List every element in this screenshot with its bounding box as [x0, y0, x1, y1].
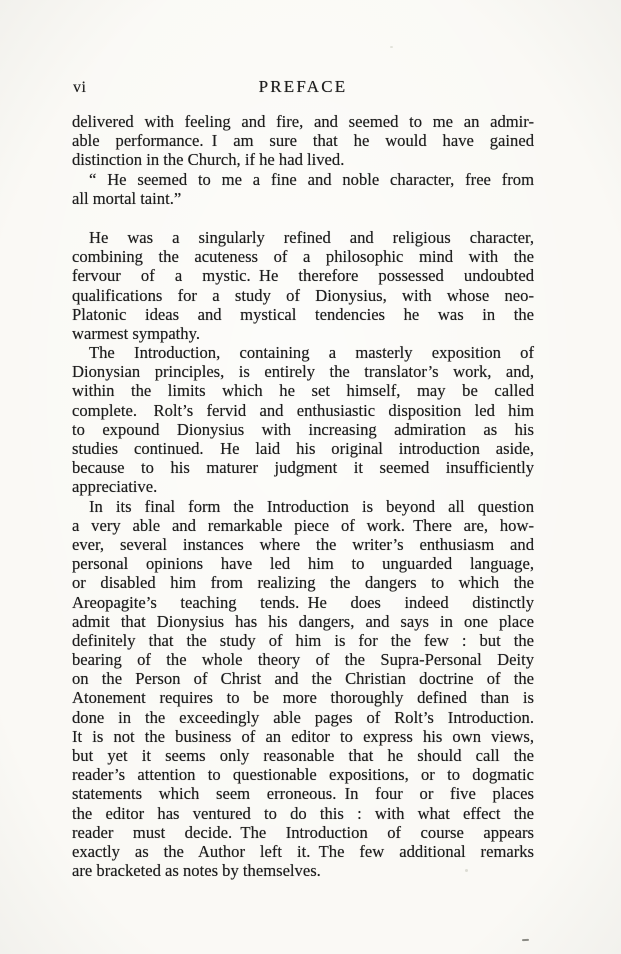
- text-line: statements which seem erroneous. In four or five places: [72, 784, 534, 804]
- text-line: appreciative.: [72, 477, 158, 497]
- text-line: It is not the business of an editor to express his own views,: [72, 726, 534, 746]
- text-line: to expound Dionysius with increasing admiration as his: [72, 419, 534, 439]
- text-line: within the limits which he set himself, may be called: [72, 381, 534, 401]
- text-line: admit that Dionysius has his dangers, and says in one place: [72, 611, 534, 631]
- scan-speck: [390, 46, 393, 48]
- text-line: studies continued. He laid his original introduction aside,: [72, 439, 534, 458]
- text-line: because to his maturer judgment it seemed insufficiently: [72, 458, 534, 478]
- text-line: but yet it seems only reasonable that he should call the: [72, 746, 534, 765]
- text-line: are bracketed as notes by themselves.: [72, 861, 321, 881]
- text-line: able performance. I am sure that he would have gained: [72, 131, 534, 151]
- page-number: vi: [73, 79, 87, 96]
- running-title: PREFACE: [258, 77, 348, 96]
- text-line: Platonic ideas and mystical tendencies he was in the: [72, 304, 534, 324]
- text-line: reader must decide. The Introduction of course appears: [72, 822, 534, 842]
- text-line: warmest sympathy.: [72, 323, 200, 343]
- text-line: distinction in the Church, if he had lived.: [72, 150, 345, 170]
- text-line: all mortal taint.”: [72, 188, 182, 208]
- text-line: Areopagite’s teaching tends. He does indeed distinctly: [72, 592, 534, 612]
- text-line: Dionysian principles, is entirely the translator’s work, and,: [72, 362, 534, 382]
- text-line: a very able and remarkable piece of work. There are, how-: [72, 515, 534, 535]
- text-line: bearing of the whole theory of the Supra-Personal Deity: [72, 650, 534, 670]
- text-line: He was a singularly refined and religious character,: [89, 227, 534, 247]
- text-line: on the Person of Christ and the Christian doctrine of the: [72, 669, 534, 689]
- text-line: done in the exceedingly able pages of Rolt’s Introduction.: [72, 707, 534, 727]
- text-line: Atonement requires to be more thoroughly defined than is: [72, 688, 534, 708]
- text-line: personal opinions have led him to unguarded language,: [72, 554, 534, 574]
- scan-speck: [465, 869, 468, 872]
- text-line: The Introduction, containing a masterly exposition of: [89, 343, 534, 363]
- text-line: ever, several instances where the writer’s enthusiasm and: [72, 534, 534, 554]
- text-line: “ He seemed to me a fine and noble character, free from: [89, 169, 534, 189]
- text-line: complete. Rolt’s fervid and enthusiastic disposition led him: [72, 400, 534, 420]
- text-line: qualifications for a study of Dionysius, with whose neo-: [72, 285, 534, 305]
- text-line: In its final form the Introduction is beyond all question: [89, 496, 534, 516]
- page-header: [72, 77, 534, 97]
- text-line: or disabled him from realizing the dangers to which the: [72, 573, 534, 593]
- text-line: exactly as the Author left it. The few additional remarks: [72, 841, 534, 861]
- text-line: fervour of a mystic. He therefore possessed undoubted: [72, 266, 534, 286]
- text-line: delivered with feeling and fire, and seemed to me an admir-: [72, 112, 534, 131]
- text-line: combining the acuteness of a philosophic mind with the: [72, 247, 534, 267]
- page-text: [72, 112, 534, 880]
- text-line: definitely that the study of him is for the few : but the: [72, 630, 534, 650]
- scan-artifact-dash: [522, 939, 529, 941]
- text-line: the editor has ventured to do this : with what effect the: [72, 803, 534, 823]
- text-line: reader’s attention to questionable expositions, or to dogmatic: [72, 765, 534, 785]
